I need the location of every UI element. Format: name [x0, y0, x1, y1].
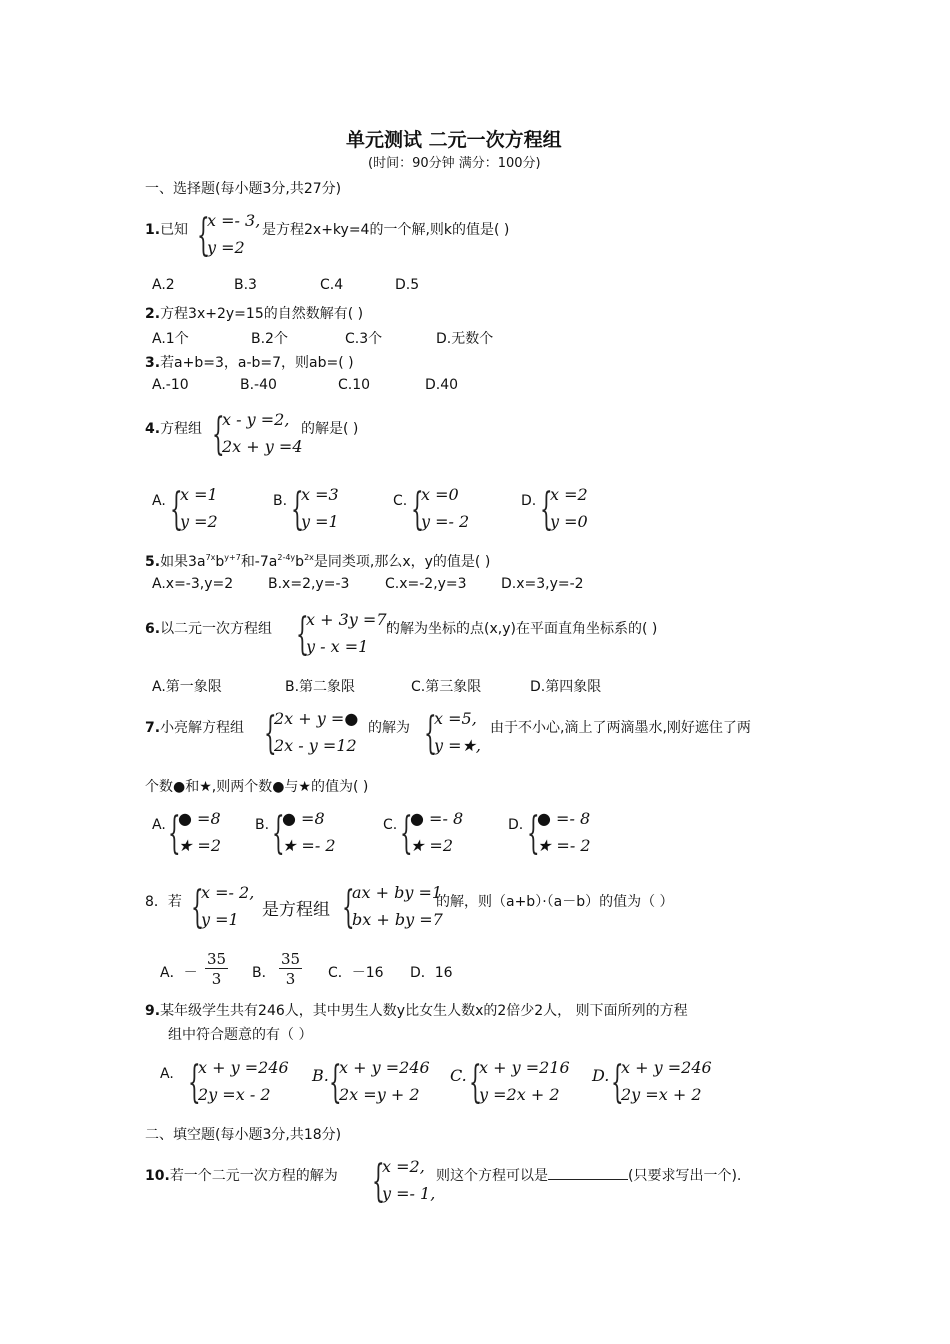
q1-option-a: A.2 — [152, 277, 175, 293]
q9-option-a: { x + y =246 2y =x - 2 — [188, 1057, 289, 1108]
question-6: 6.以二元一次方程组 — [145, 621, 273, 637]
question-4: 4.方程组 — [145, 421, 203, 437]
question-2: 2.方程3x+2y=15的自然数解有( ) — [145, 306, 364, 322]
q6-system: { x + 3y =7, y - x =1 — [296, 609, 392, 660]
q6-option-c: C.第三象限 — [411, 679, 482, 695]
q5-option-c: C.x=-2,y=3 — [385, 576, 467, 592]
q4-text: 的解是( ) — [301, 421, 359, 437]
q9-option-a-label: A. — [160, 1066, 174, 1082]
q3-option-c: C.10 — [338, 377, 371, 393]
q10-solution: { x =2, y =- 1, — [372, 1156, 436, 1207]
q9-option-c: { x + y =216 y =2x + 2 — [469, 1057, 570, 1108]
q7-option-a: { ● =8 ★ =2 — [168, 808, 222, 859]
q7-option-c-label: C. — [383, 817, 398, 833]
q4-system: { x - y =2, 2x + y =4 — [212, 409, 303, 460]
answer-blank[interactable] — [548, 1167, 628, 1180]
q9-option-b: { x + y =246 2x =y + 2 — [329, 1057, 430, 1108]
q6-option-d: D.第四象限 — [530, 679, 602, 695]
q2-option-a: A.1个 — [152, 331, 189, 347]
q7-system: { 2x + y =● 2x - y =12 — [264, 708, 359, 759]
q9-option-d: { x + y =246 2y =x + 2 — [611, 1057, 712, 1108]
q6-text: 的解为坐标的点(x,y)在平面直角坐标系的( ) — [386, 621, 658, 637]
q3-option-a: A.-10 — [152, 377, 189, 393]
q8-option-a: A．－ — [160, 965, 198, 981]
q9-option-d-label: D. — [592, 1066, 610, 1085]
q1-system: { x =- 3, y =2 — [197, 210, 261, 261]
q4-option-a-label: A. — [152, 493, 166, 509]
q7-text-line2: 个数●和★,则两个数●与★的值为( ) — [145, 779, 369, 795]
q8-option-c: C．－16 — [328, 965, 384, 981]
question-7: 7.小亮解方程组 — [145, 720, 245, 736]
q5-option-a: A.x=-3,y=2 — [152, 576, 234, 592]
q3-option-b: B.-40 — [240, 377, 277, 393]
q1-option-b: B.3 — [234, 277, 257, 293]
q2-option-d: D.无数个 — [436, 331, 494, 347]
q7-option-d: { ● =- 8 ★ =- 2 — [527, 808, 591, 859]
section-2-heading: 二、填空题(每小题3分,共18分) — [145, 1127, 342, 1143]
page-subtitle: (时间：90分钟 满分：100分) — [368, 156, 541, 171]
q1-option-d: D.5 — [395, 277, 420, 293]
question-10: 10.若一个二元一次方程的解为 — [145, 1168, 338, 1184]
q9-text-line2: 组中符合题意的有（ ） — [168, 1027, 313, 1043]
q8-system: { ax + by =1 bx + by =7 — [342, 882, 443, 933]
q9-option-c-label: C. — [450, 1066, 467, 1085]
q5-option-b: B.x=2,y=-3 — [268, 576, 350, 592]
question-9: 9.某年级学生共有246人，其中男生人数y比女生人数x的2倍少2人， 则下面所列的方程 — [145, 1003, 688, 1019]
question-3: 3.若a+b=3，a-b=7，则ab=( ) — [145, 355, 354, 371]
q4-option-b-label: B. — [273, 493, 288, 509]
question-1: 1.已知 — [145, 222, 189, 238]
q8-option-b-fraction: $\frac{35}{3}$ — [281, 950, 301, 988]
q7-solution: { x =5, y =★, — [424, 708, 481, 759]
section-1-heading: 一、选择题(每小题3分,共27分) — [145, 181, 342, 197]
q7-text: 由于不小心,滴上了两滴墨水,刚好遮住了两 — [490, 720, 751, 736]
q8-option-b: B． — [252, 965, 276, 981]
q8-text: 的解，则（a+b）·（a－b）的值为（ ） — [436, 894, 674, 910]
q7-mid: 的解为 — [368, 720, 410, 736]
q7-option-b-label: B. — [255, 817, 270, 833]
q8-solution: { x =- 2, y =1 — [191, 882, 255, 933]
q5-option-d: D.x=3,y=-2 — [501, 576, 584, 592]
q2-option-b: B.2个 — [251, 331, 288, 347]
q4-option-b: { x =3 y =1 — [291, 484, 339, 535]
q3-option-d: D.40 — [425, 377, 459, 393]
question-5: 5.如果$3a^{7x}b^{y+7}$和$-7a^{2-4y}b^{2x}$是同类项,那么x，y的值是( ) — [145, 553, 491, 570]
q8-option-a-fraction: $\frac{35}{3}$ — [207, 950, 227, 988]
question-8: 8．若 — [145, 894, 182, 910]
page-title: 单元测试 二元一次方程组 — [346, 129, 562, 151]
q9-option-b-label: B. — [312, 1066, 329, 1085]
q1-option-c: C.4 — [320, 277, 344, 293]
q6-option-b: B.第二象限 — [285, 679, 356, 695]
q4-option-c: { x =0 y =- 2 — [411, 484, 470, 535]
q2-option-c: C.3个 — [345, 331, 383, 347]
q1-text: 是方程2x+ky=4的一个解,则k的值是( ) — [262, 222, 510, 238]
q7-option-a-label: A. — [152, 817, 166, 833]
q7-option-b: { ● =8 ★ =- 2 — [272, 808, 336, 859]
q4-option-d-label: D. — [521, 493, 537, 509]
q6-option-a: A.第一象限 — [152, 679, 222, 695]
q10-text: 则这个方程可以是 (只要求写出一个). — [436, 1168, 742, 1184]
q8-mid: 是方程组 — [262, 900, 330, 920]
q7-option-d-label: D. — [508, 817, 524, 833]
q8-option-d: D．16 — [410, 965, 453, 981]
q4-option-c-label: C. — [393, 493, 408, 509]
q4-option-d: { x =2 y =0 — [540, 484, 588, 535]
q4-option-a: { x =1 y =2 — [170, 484, 218, 535]
q7-option-c: { ● =- 8 ★ =2 — [400, 808, 464, 859]
